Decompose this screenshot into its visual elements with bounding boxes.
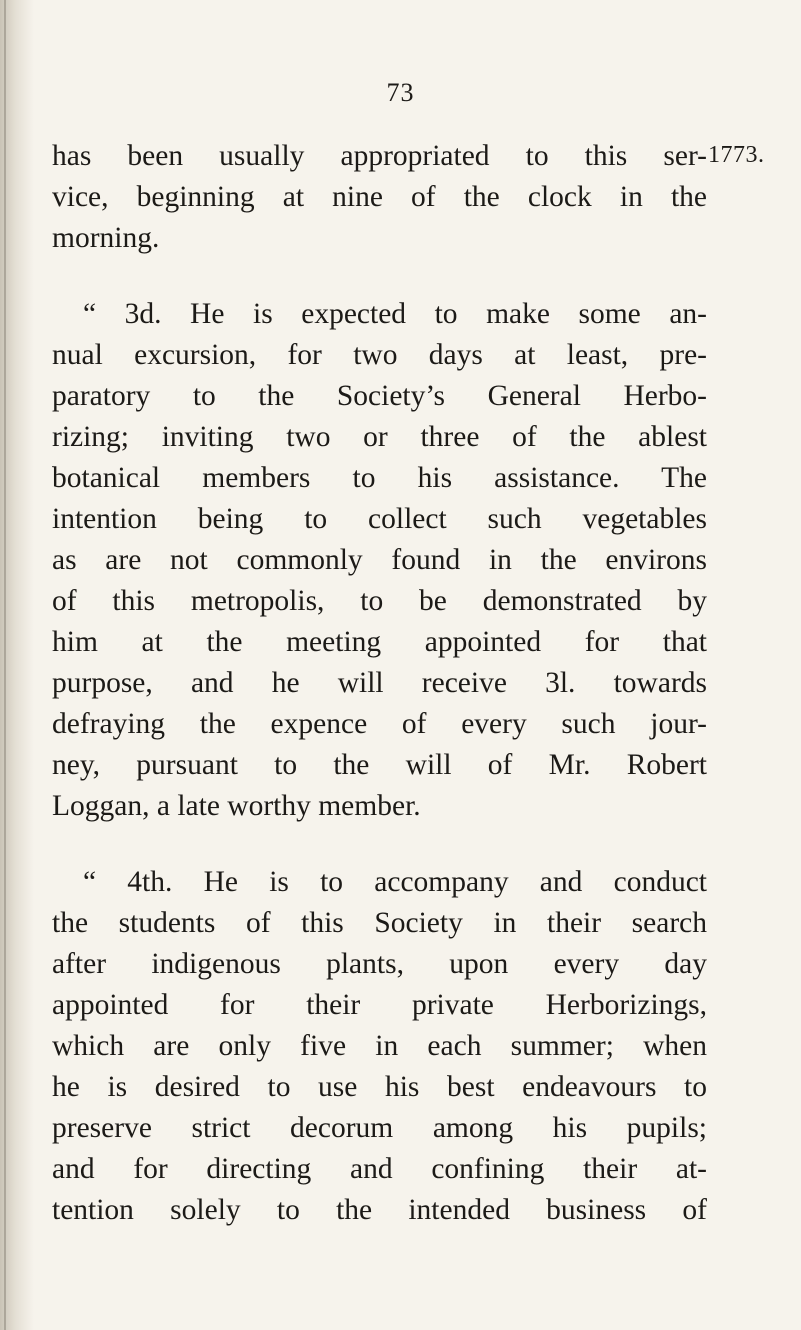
text-line: paratory to the Society’s General Herbo- (52, 380, 707, 412)
text-line: intention being to collect such vegetables (52, 503, 707, 535)
text-line: has been usually appropriated to this ser- (52, 140, 707, 172)
text-line: “ 4th. He is to accompany and conduct (83, 866, 707, 898)
text-line: defraying the expence of every such jour- (52, 708, 707, 740)
text-line: and for directing and confining their at- (52, 1153, 707, 1185)
text-line: the students of this Society in their search (52, 907, 707, 939)
paragraph-gap (52, 827, 707, 862)
margin-year-note: 1773. (708, 142, 765, 168)
text-line: he is desired to use his best endeavours to (52, 1071, 707, 1103)
body-text (52, 136, 707, 1231)
text-line: rizing; inviting two or three of the ablest (52, 421, 707, 453)
text-line: preserve strict decorum among his pupils; (52, 1112, 707, 1144)
text-line: morning. (52, 222, 160, 254)
text-line: which are only five in each summer; when (52, 1030, 707, 1062)
text-line: him at the meeting appointed for that (52, 626, 707, 658)
paragraph-gap (52, 259, 707, 294)
text-line: vice, beginning at nine of the clock in the (52, 181, 707, 213)
text-line: purpose, and he will receive 3l. towards (52, 667, 707, 699)
text-line: nual excursion, for two days at least, pre- (52, 339, 707, 371)
text-line: tention solely to the intended business of (52, 1194, 707, 1226)
text-line: ney, pursuant to the will of Mr. Robert (52, 749, 707, 781)
text-line: of this metropolis, to be demonstrated by (52, 585, 707, 617)
binding-gutter-edge (4, 0, 6, 1330)
text-line: Loggan, a late worthy member. (52, 790, 421, 822)
text-line: botanical members to his assistance. The (52, 462, 707, 494)
text-line: “ 3d. He is expected to make some an- (83, 298, 707, 330)
text-line: as are not commonly found in the environs (52, 544, 707, 576)
page-number: 73 (386, 78, 415, 107)
text-line: after indigenous plants, upon every day (52, 948, 707, 980)
text-line: appointed for their private Herborizings, (52, 989, 707, 1021)
